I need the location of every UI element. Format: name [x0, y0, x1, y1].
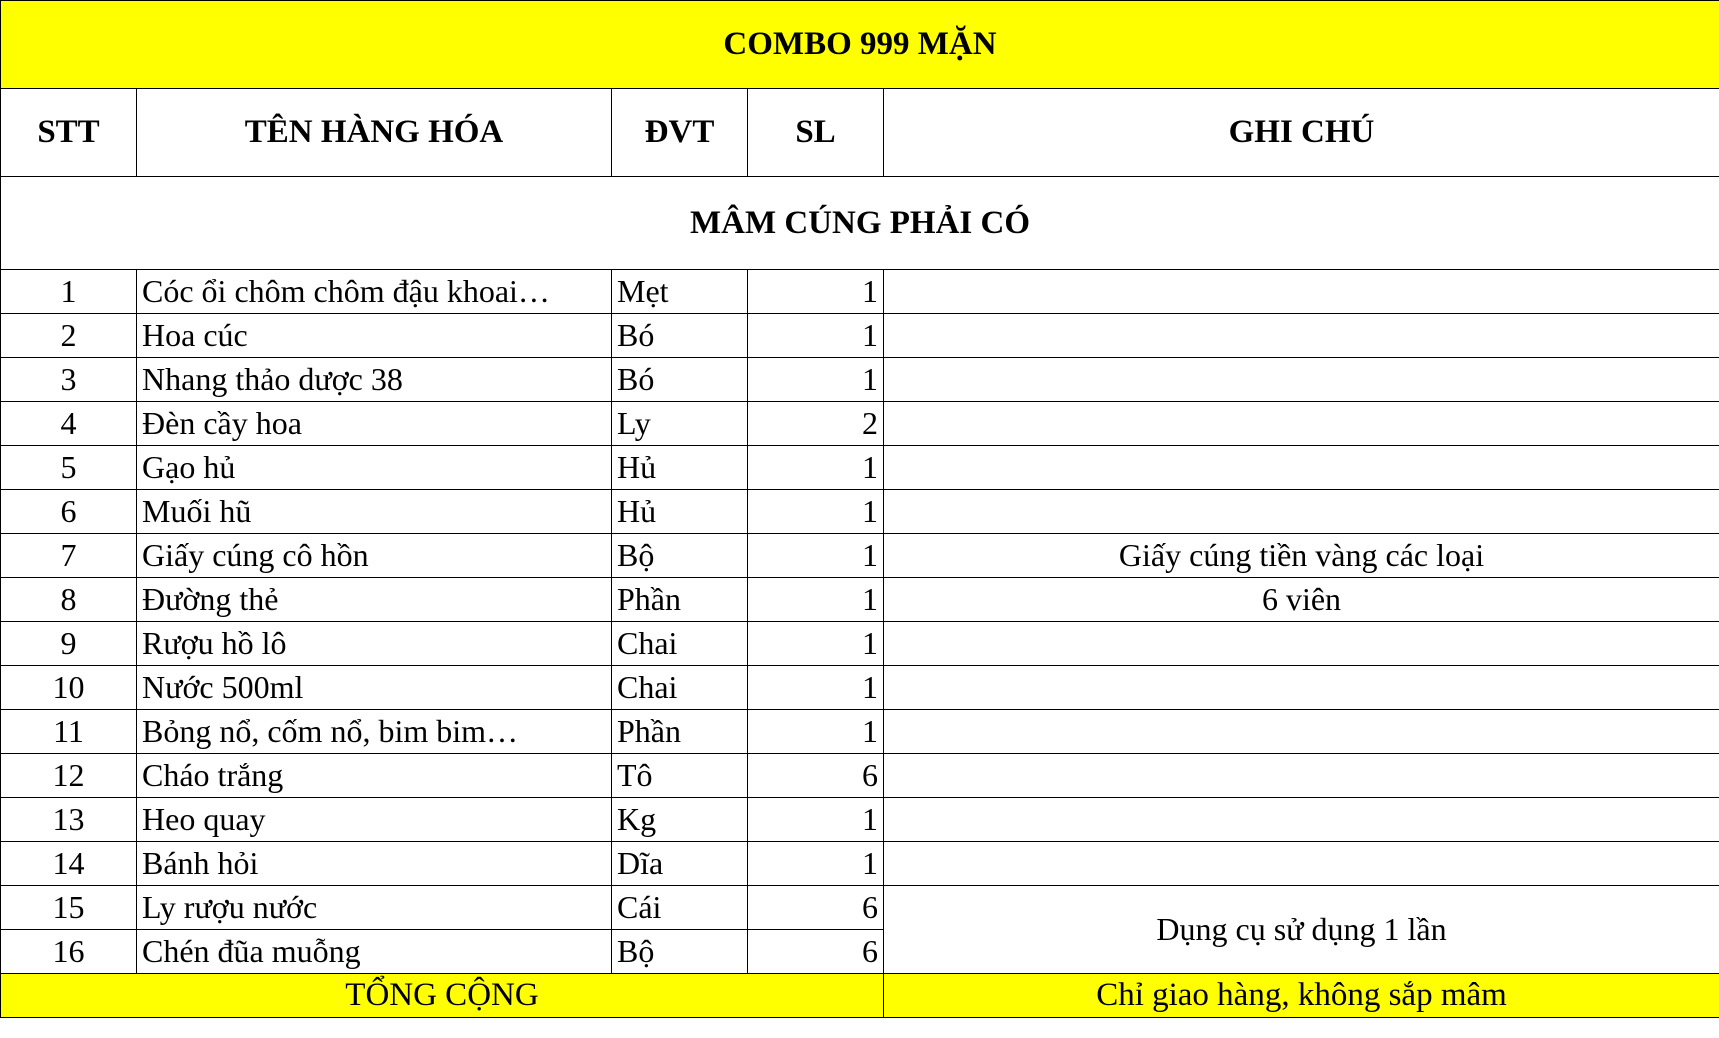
- table-row: [1, 710, 1719, 754]
- cell-name[interactable]: Chén đũa muỗng: [137, 930, 612, 974]
- table-row: [1, 314, 1719, 358]
- table-title[interactable]: COMBO 999 MẶN: [1, 1, 1719, 89]
- section-title[interactable]: MÂM CÚNG PHẢI CÓ: [1, 177, 1719, 270]
- cell-name[interactable]: Cháo trắng: [137, 754, 612, 798]
- table-row: [1, 886, 1719, 930]
- cell-stt[interactable]: 15: [1, 886, 137, 930]
- table-row: [1, 622, 1719, 666]
- cell-name[interactable]: Nhang thảo dược 38: [137, 358, 612, 402]
- cell-name[interactable]: Giấy cúng cô hồn: [137, 534, 612, 578]
- header-note[interactable]: GHI CHÚ: [884, 89, 1719, 177]
- cell-name[interactable]: Đường thẻ: [137, 578, 612, 622]
- cell-qty[interactable]: 1: [748, 798, 884, 842]
- cell-note[interactable]: [884, 798, 1719, 842]
- cell-note[interactable]: Giấy cúng tiền vàng các loại: [884, 534, 1719, 578]
- cell-unit[interactable]: Bó: [612, 314, 748, 358]
- table-row: [1, 798, 1719, 842]
- cell-stt[interactable]: 3: [1, 358, 137, 402]
- footer-note[interactable]: Chỉ giao hàng, không sắp mâm: [884, 974, 1719, 1018]
- cell-unit[interactable]: Mẹt: [612, 270, 748, 314]
- cell-note[interactable]: [884, 710, 1719, 754]
- cell-qty[interactable]: 1: [748, 490, 884, 534]
- cell-name[interactable]: Rượu hồ lô: [137, 622, 612, 666]
- cell-name[interactable]: Gạo hủ: [137, 446, 612, 490]
- cell-stt[interactable]: 10: [1, 666, 137, 710]
- table-row: [1, 270, 1719, 314]
- cell-unit[interactable]: Dĩa: [612, 842, 748, 886]
- cell-note[interactable]: [884, 358, 1719, 402]
- cell-qty[interactable]: 1: [748, 666, 884, 710]
- cell-name[interactable]: Bỏng nổ, cốm nổ, bim bim…: [137, 710, 612, 754]
- cell-unit[interactable]: Kg: [612, 798, 748, 842]
- cell-note[interactable]: [884, 754, 1719, 798]
- cell-stt[interactable]: 8: [1, 578, 137, 622]
- cell-note[interactable]: [884, 622, 1719, 666]
- cell-note[interactable]: [884, 842, 1719, 886]
- cell-qty[interactable]: 1: [748, 578, 884, 622]
- cell-qty[interactable]: 2: [748, 402, 884, 446]
- cell-unit[interactable]: Ly: [612, 402, 748, 446]
- cell-stt[interactable]: 6: [1, 490, 137, 534]
- cell-name[interactable]: Đèn cầy hoa: [137, 402, 612, 446]
- cell-note[interactable]: [884, 402, 1719, 446]
- table-row: [1, 490, 1719, 534]
- cell-unit[interactable]: Tô: [612, 754, 748, 798]
- header-stt[interactable]: STT: [1, 89, 137, 177]
- cell-name[interactable]: Cóc ổi chôm chôm đậu khoai…: [137, 270, 612, 314]
- cell-qty[interactable]: 1: [748, 534, 884, 578]
- cell-stt[interactable]: 1: [1, 270, 137, 314]
- cell-name[interactable]: Bánh hỏi: [137, 842, 612, 886]
- cell-unit[interactable]: Chai: [612, 666, 748, 710]
- total-label[interactable]: TỔNG CỘNG: [1, 974, 884, 1018]
- cell-unit[interactable]: Phần: [612, 578, 748, 622]
- table-row: [1, 754, 1719, 798]
- cell-name[interactable]: Muối hũ: [137, 490, 612, 534]
- cell-stt[interactable]: 5: [1, 446, 137, 490]
- cell-unit[interactable]: Chai: [612, 622, 748, 666]
- total-row: [1, 974, 1719, 1018]
- title-row: [1, 1, 1719, 89]
- cell-name[interactable]: Heo quay: [137, 798, 612, 842]
- cell-note[interactable]: [884, 314, 1719, 358]
- cell-note-merged[interactable]: Dụng cụ sử dụng 1 lần: [884, 886, 1719, 974]
- cell-qty[interactable]: 1: [748, 358, 884, 402]
- cell-qty[interactable]: 6: [748, 754, 884, 798]
- cell-qty[interactable]: 6: [748, 886, 884, 930]
- cell-stt[interactable]: 13: [1, 798, 137, 842]
- table-row: [1, 578, 1719, 622]
- table-row: [1, 842, 1719, 886]
- cell-unit[interactable]: Phần: [612, 710, 748, 754]
- cell-qty[interactable]: 1: [748, 270, 884, 314]
- cell-qty[interactable]: 1: [748, 842, 884, 886]
- cell-name[interactable]: Ly rượu nước: [137, 886, 612, 930]
- cell-stt[interactable]: 4: [1, 402, 137, 446]
- cell-unit[interactable]: Hủ: [612, 446, 748, 490]
- table-row: [1, 666, 1719, 710]
- cell-stt[interactable]: 14: [1, 842, 137, 886]
- cell-stt[interactable]: 12: [1, 754, 137, 798]
- cell-note[interactable]: [884, 270, 1719, 314]
- cell-stt[interactable]: 11: [1, 710, 137, 754]
- cell-stt[interactable]: 7: [1, 534, 137, 578]
- cell-stt[interactable]: 9: [1, 622, 137, 666]
- cell-unit[interactable]: Cái: [612, 886, 748, 930]
- table-row: [1, 358, 1719, 402]
- cell-stt[interactable]: 16: [1, 930, 137, 974]
- cell-unit[interactable]: Bộ: [612, 930, 748, 974]
- cell-note[interactable]: [884, 446, 1719, 490]
- header-unit[interactable]: ĐVT: [612, 89, 748, 177]
- cell-unit[interactable]: Hủ: [612, 490, 748, 534]
- cell-note[interactable]: 6 viên: [884, 578, 1719, 622]
- header-name[interactable]: TÊN HÀNG HÓA: [137, 89, 612, 177]
- cell-qty[interactable]: 1: [748, 446, 884, 490]
- table-row: [1, 534, 1719, 578]
- header-row: [1, 89, 1719, 177]
- cell-note[interactable]: [884, 666, 1719, 710]
- cell-name[interactable]: Nước 500ml: [137, 666, 612, 710]
- section-row: [1, 177, 1719, 270]
- header-qty[interactable]: SL: [748, 89, 884, 177]
- cell-note[interactable]: [884, 490, 1719, 534]
- table-row: [1, 446, 1719, 490]
- cell-qty[interactable]: 1: [748, 710, 884, 754]
- table-row: [1, 402, 1719, 446]
- cell-qty[interactable]: 1: [748, 622, 884, 666]
- cell-name[interactable]: Hoa cúc: [137, 314, 612, 358]
- cell-stt[interactable]: 2: [1, 314, 137, 358]
- cell-qty[interactable]: 6: [748, 930, 884, 974]
- cell-qty[interactable]: 1: [748, 314, 884, 358]
- cell-unit[interactable]: Bộ: [612, 534, 748, 578]
- cell-unit[interactable]: Bó: [612, 358, 748, 402]
